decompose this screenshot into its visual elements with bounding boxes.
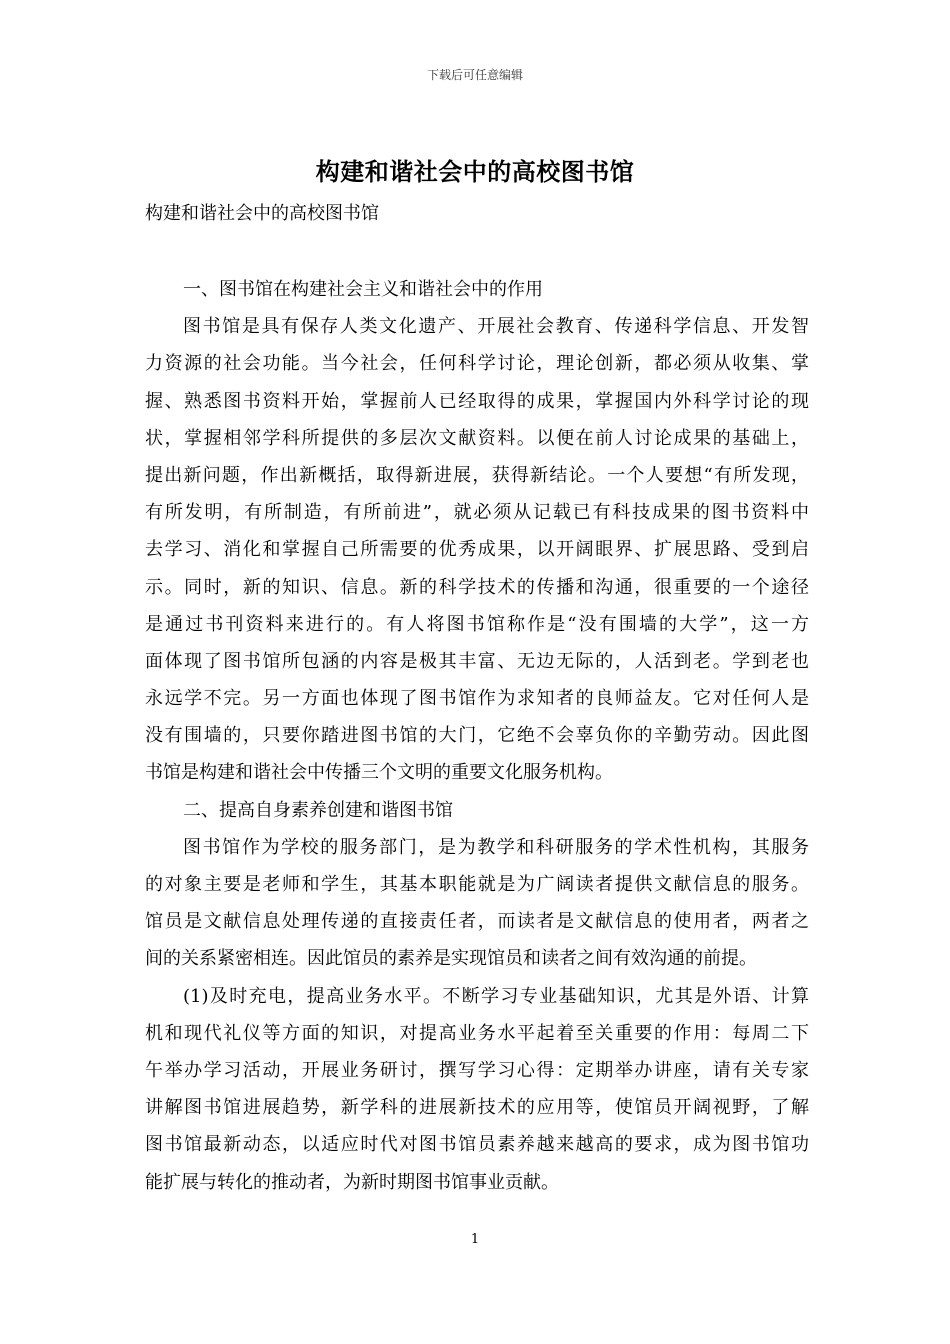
document-title: 构建和谐社会中的高校图书馆 (315, 157, 635, 186)
page-number: 1 (470, 1232, 480, 1247)
document-subtitle: 构建和谐社会中的高校图书馆 (145, 203, 379, 224)
text-line: 永远学不完。另一方面也体现了图书馆作为求知者的良师益友。它对任何人是 (145, 688, 809, 710)
text-line: (1)及时充电，提高业务水平。不断学习专业基础知识，尤其是外语、计算 (183, 985, 809, 1007)
text-line: 间的关系紧密相连。因此馆员的素养是实现馆员和读者之间有效沟通的前提。 (145, 948, 757, 970)
text-line: 去学习、消化和掌握自己所需要的优秀成果，以开阔眼界、扩展思路、受到启 (145, 539, 809, 561)
text-line: 示。同时，新的知识、信息。新的科学技术的传播和沟通，很重要的一个途径 (145, 576, 809, 598)
text-line: 的对象主要是老师和学生，其基本职能就是为广阔读者提供文献信息的服务。 (145, 874, 809, 895)
text-line: 午举办学习活动，开展业务研讨，撰写学习心得：定期举办讲座，请有关专家 (145, 1059, 809, 1081)
text-line: 是通过书刊资料来进行的。有人将图书馆称作是“没有围墙的大学”，这一方 (145, 613, 809, 635)
header-note: 下载后可任意编辑 (426, 68, 523, 82)
text-line: 书馆是构建和谐社会中传播三个文明的重要文化服务机构。 (145, 762, 613, 784)
text-line: 有所发明，有所制造，有所前进”，就必须从记载已有科技成果的图书资料中 (145, 502, 809, 524)
text-line: 图书馆是具有保存人类文化遗产、开展社会教育、传递科学信息、开发智 (183, 316, 809, 338)
text-line: 能扩展与转化的推动者，为新时期图书馆事业贡献。 (145, 1171, 559, 1193)
text-line: 状，掌握相邻学科所提供的多层次文献资料。以便在前人讨论成果的基础上， (145, 427, 809, 449)
text-line: 握、熟悉图书资料开始，掌握前人已经取得的成果，掌握国内外科学讨论的现 (145, 390, 809, 412)
text-line: 面体现了图书馆所包涵的内容是极其丰富、无边无际的，人活到老。学到老也 (145, 650, 809, 672)
text-line: 讲解图书馆进展趋势，新学科的进展新技术的应用等，使馆员开阔视野，了解 (145, 1097, 809, 1119)
text-line: 没有围墙的，只要你踏进图书馆的大门，它绝不会辜负你的辛勤劳动。因此图 (145, 725, 809, 747)
text-line: 机和现代礼仪等方面的知识，对提高业务水平起着至关重要的作用：每周二下 (145, 1022, 809, 1044)
text-line: 馆员是文献信息处理传递的直接责任者，而读者是文献信息的使用者，两者之 (145, 911, 809, 933)
text-line: 图书馆最新动态，以适应时代对图书馆员素养越来越高的要求，成为图书馆功 (145, 1134, 809, 1156)
text-line: 图书馆作为学校的服务部门，是为教学和科研服务的学术性机构，其服务 (183, 836, 809, 858)
text-line: 二、提高自身素养创建和谐图书馆 (183, 799, 453, 821)
text-line: 力资源的社会功能。当今社会，任何科学讨论，理论创新，都必须从收集、掌 (145, 353, 809, 375)
text-line: 一、图书馆在构建社会主义和谐社会中的作用 (183, 279, 543, 300)
text-line: 提出新问题，作出新概括，取得新进展，获得新结论。一个人要想“有所发现， (145, 464, 809, 486)
body-text (145, 271, 809, 1201)
